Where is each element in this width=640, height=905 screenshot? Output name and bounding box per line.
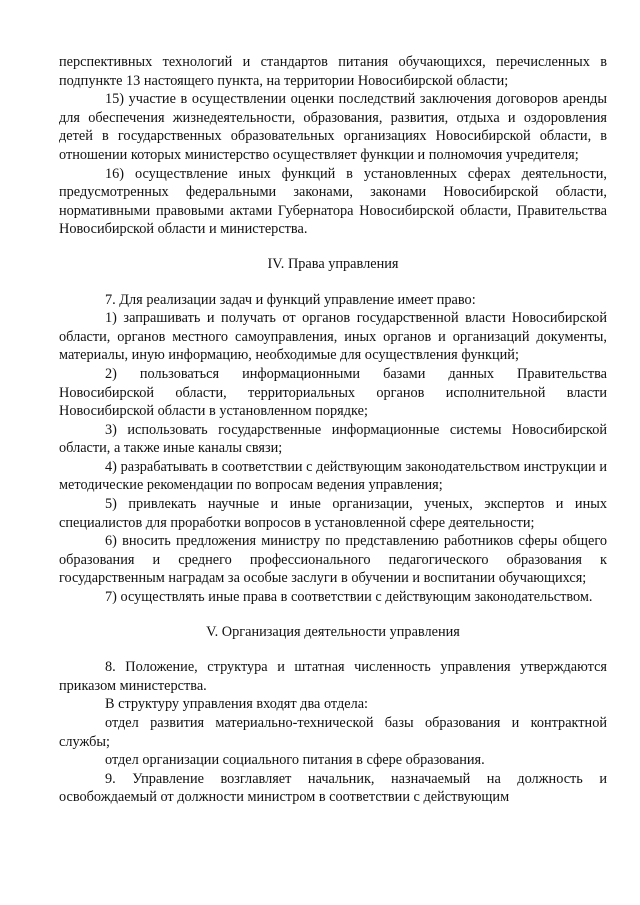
paragraph-rights-intro: 7. Для реализации задач и функций управление имеет право: — [105, 291, 476, 308]
paragraph-item-15: 15) участие в осуществлении оценки последствий заключения договоров аренды для обеспечения жизнедеятельности, образования, развития, отдыха и оздоровления детей в государственных образовательных организациях Новосибирской области, в отношении которых министерство осуществляет функции и полномочия учредителя; — [59, 91, 607, 163]
section-heading-rights: IV. Права управления — [267, 255, 399, 272]
paragraph-right-4: 4) разрабатывать в соответствии с действующим законодательством инструкции и методические рекомендации по вопросам ведения управления; — [59, 458, 607, 494]
paragraph-structure-intro: В структуру управления входят два отдела: — [105, 696, 369, 713]
paragraph-department-2: отдел организации социального питания в сфере образования. — [105, 752, 485, 769]
paragraph-org-9: 9. Управление возглавляет начальник, назначаемый на должность и освобождаемый от должности министром в соответствии с действующим — [59, 770, 607, 806]
paragraph-continuation: перспективных технологий и стандартов питания обучающихся, перечисленных в подпункте 13 настоящего пункта, на территории Новосибирской области; — [59, 54, 607, 89]
section-heading-organization: V. Организация деятельности управления — [206, 623, 460, 640]
paragraph-department-1: отдел развития материально-технической базы образования и контрактной службы; — [59, 715, 607, 750]
paragraph-right-1: 1) запрашивать и получать от органов государственной власти Новосибирской области, органов местного самоуправления, иных органов и организаций документы, материалы, иную информацию, необходимые для осуществления функций; — [59, 310, 607, 364]
paragraph-item-16: 16) осуществление иных функций в установленных сферах деятельности, предусмотренных федеральными законами, законами Новосибирской области, нормативными правовыми актами Губернатора Новосибирской области, Правительства Новосибирской области и министерства. — [59, 165, 607, 238]
paragraph-right-3: 3) использовать государственные информационные системы Новосибирской области, а также иные каналы связи; — [59, 421, 607, 457]
paragraph-right-6: 6) вносить предложения министру по представлению работников сферы общего образования и среднего профессионального педагогического образования к государственным наградам за особые заслуги в обучении и воспитании обучающихся; — [59, 533, 607, 587]
paragraph-right-2: 2) пользоваться информационными базами данных Правительства Новосибирской области, территориальных органов исполнительной власти Новосибирской области в установленном порядке; — [59, 365, 607, 420]
document-page — [59, 53, 607, 807]
paragraph-org-8: 8. Положение, структура и штатная численность управления утверждаются приказом министерства. — [59, 659, 607, 694]
paragraph-right-5: 5) привлекать научные и иные организации, ученых, экспертов и иных специалистов для проработки вопросов в установленной сфере деятельности; — [59, 496, 607, 531]
paragraph-right-7: 7) осуществлять иные права в соответствии с действующим законодательством. — [105, 589, 593, 606]
